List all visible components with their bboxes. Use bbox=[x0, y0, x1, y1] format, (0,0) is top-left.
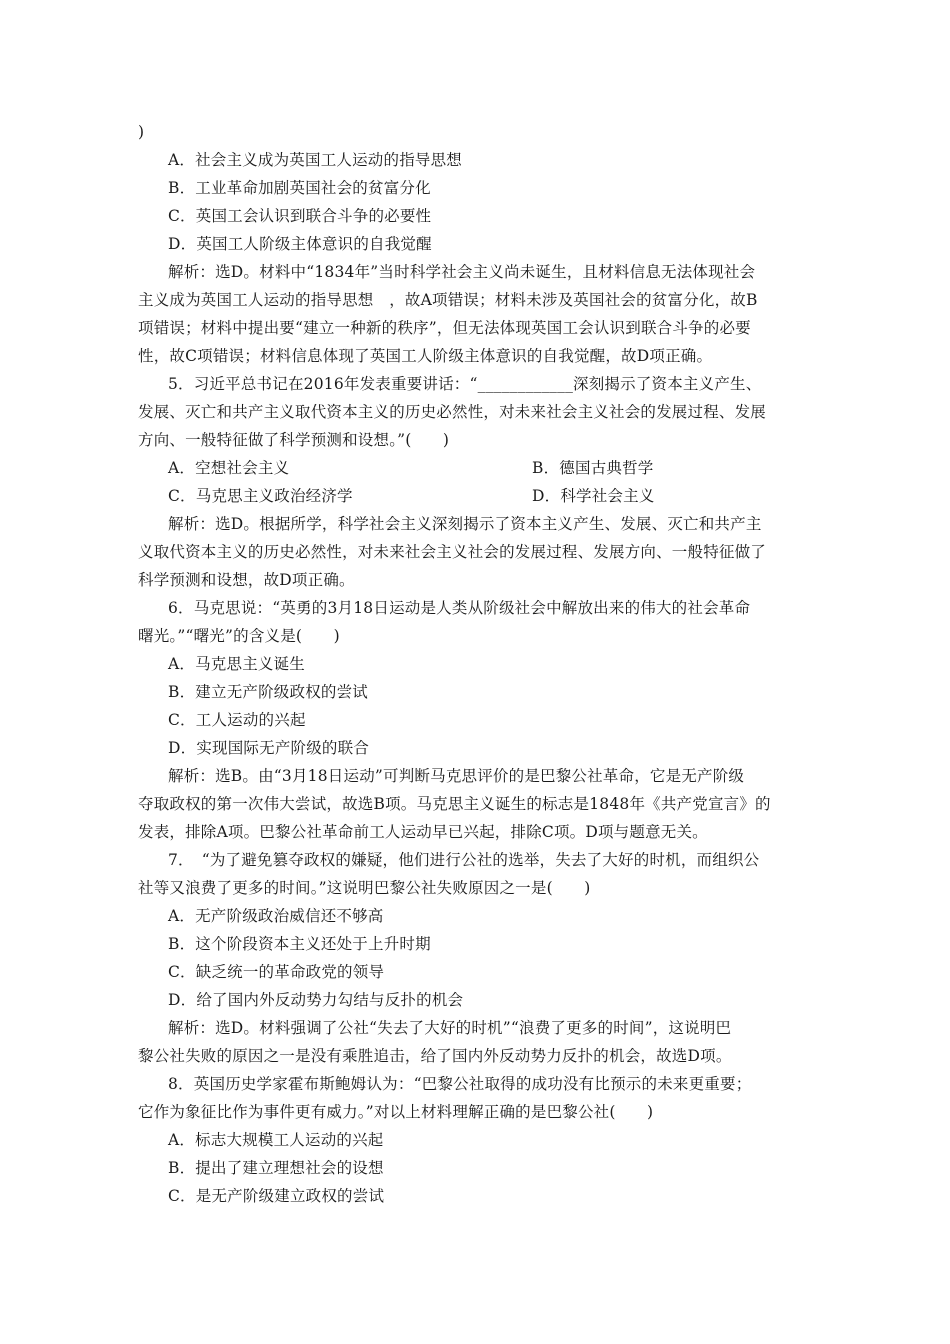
q4-analysis-line-3: 项错误；材料中提出要“建立一种新的秩序”，但无法体现英国工会认识到联合斗争的必要 bbox=[138, 319, 751, 337]
q7-option-d: D．给了国内外反动势力勾结与反扑的机会 bbox=[168, 991, 464, 1009]
q6-analysis-line-1: 解析：选B。由“3月18日运动”可判断马克思评价的是巴黎公社革命，它是无产阶级 bbox=[168, 767, 745, 785]
q5-option-b: B．德国古典哲学 bbox=[532, 459, 654, 477]
q6-option-c: C．工人运动的兴起 bbox=[168, 711, 306, 729]
q4-option-c: C．英国工会认识到联合斗争的必要性 bbox=[168, 207, 432, 225]
question-7-line-2: 社等又浪费了更多的时间。”这说明巴黎公社失败原因之一是( ) bbox=[138, 879, 591, 897]
q5-option-a: A．空想社会主义 bbox=[168, 459, 290, 477]
q7-analysis-line-1: 解析：选D。材料强调了公社“失去了大好的时机”“浪费了更多的时间”，这说明巴 bbox=[168, 1019, 732, 1037]
q6-analysis-line-2: 夺取政权的第一次伟大尝试，故选B项。马克思主义诞生的标志是1848年《共产党宣言》的 bbox=[138, 795, 771, 813]
q4-analysis-line-4: 性，故C项错误；材料信息体现了英国工人阶级主体意识的自我觉醒，故D项正确。 bbox=[138, 347, 713, 365]
q4-analysis-line-1: 解析：选D。材料中“1834年”当时科学社会主义尚未诞生，且材料信息无法体现社会 bbox=[168, 263, 756, 281]
question-6-line-2: 曙光。”“曙光”的含义是( ) bbox=[138, 627, 340, 645]
q8-option-a: A．标志大规模工人运动的兴起 bbox=[168, 1131, 384, 1149]
q8-option-c: C．是无产阶级建立政权的尝试 bbox=[168, 1187, 385, 1205]
question-7-line-1: 7． “为了避免篡夺政权的嫌疑，他们进行公社的选举，失去了大好的时机，而组织公 bbox=[168, 851, 760, 869]
question-6-line-1: 6．马克思说：“英勇的3月18日运动是人类从阶级社会中解放出来的伟大的社会革命 bbox=[168, 599, 751, 617]
q5-option-d: D．科学社会主义 bbox=[532, 487, 655, 505]
q4-analysis-line-2: 主义成为英国工人运动的指导思想 ，故A项错误；材料未涉及英国社会的贫富分化，故B bbox=[138, 291, 758, 309]
q5-analysis-line-3: 科学预测和设想，故D项正确。 bbox=[138, 571, 355, 589]
q4-option-d: D．英国工人阶级主体意识的自我觉醒 bbox=[168, 235, 432, 253]
question-5-line-1: 5．习近平总书记在2016年发表重要讲话：“____________深刻揭示了资本主义产生、 bbox=[168, 375, 762, 393]
q5-option-c: C．马克思主义政治经济学 bbox=[168, 487, 353, 505]
q7-option-a: A．无产阶级政治威信还不够高 bbox=[168, 907, 384, 925]
q5-analysis-line-2: 义取代资本主义的历史必然性，对未来社会主义社会的发展过程、发展方向、一般特征做了 bbox=[138, 543, 767, 561]
q6-option-b: B．建立无产阶级政权的尝试 bbox=[168, 683, 368, 701]
question-8-line-2: 它作为象征比作为事件更有威力。”对以上材料理解正确的是巴黎公社( ) bbox=[138, 1103, 654, 1121]
question-4-stem-tail: ) bbox=[138, 123, 145, 141]
q5-analysis-line-1: 解析：选D。根据所学，科学社会主义深刻揭示了资本主义产生、发展、灭亡和共产主 bbox=[168, 515, 762, 533]
question-5-line-3: 方向、一般特征做了科学预测和设想。”( ) bbox=[138, 431, 450, 449]
q6-option-a: A．马克思主义诞生 bbox=[168, 655, 305, 673]
q4-option-a: A．社会主义成为英国工人运动的指导思想 bbox=[168, 151, 462, 169]
q7-option-b: B．这个阶段资本主义还处于上升时期 bbox=[168, 935, 431, 953]
q6-option-d: D．实现国际无产阶级的联合 bbox=[168, 739, 370, 757]
q8-option-b: B．提出了建立理想社会的设想 bbox=[168, 1159, 384, 1177]
q7-analysis-line-2: 黎公社失败的原因之一是没有乘胜追击，给了国内外反动势力反扑的机会，故选D项。 bbox=[138, 1047, 732, 1065]
q7-option-c: C．缺乏统一的革命政党的领导 bbox=[168, 963, 385, 981]
question-5-line-2: 发展、灭亡和共产主义取代资本主义的历史必然性，对未来社会主义社会的发展过程、发展 bbox=[138, 403, 767, 421]
q4-option-b: B．工业革命加剧英国社会的贫富分化 bbox=[168, 179, 431, 197]
question-8-line-1: 8．英国历史学家霍布斯鲍姆认为：“巴黎公社取得的成功没有比预示的未来更重要； bbox=[168, 1075, 752, 1093]
q6-analysis-line-3: 发表，排除A项。巴黎公社革命前工人运动早已兴起，排除C项。D项与题意无关。 bbox=[138, 823, 708, 841]
